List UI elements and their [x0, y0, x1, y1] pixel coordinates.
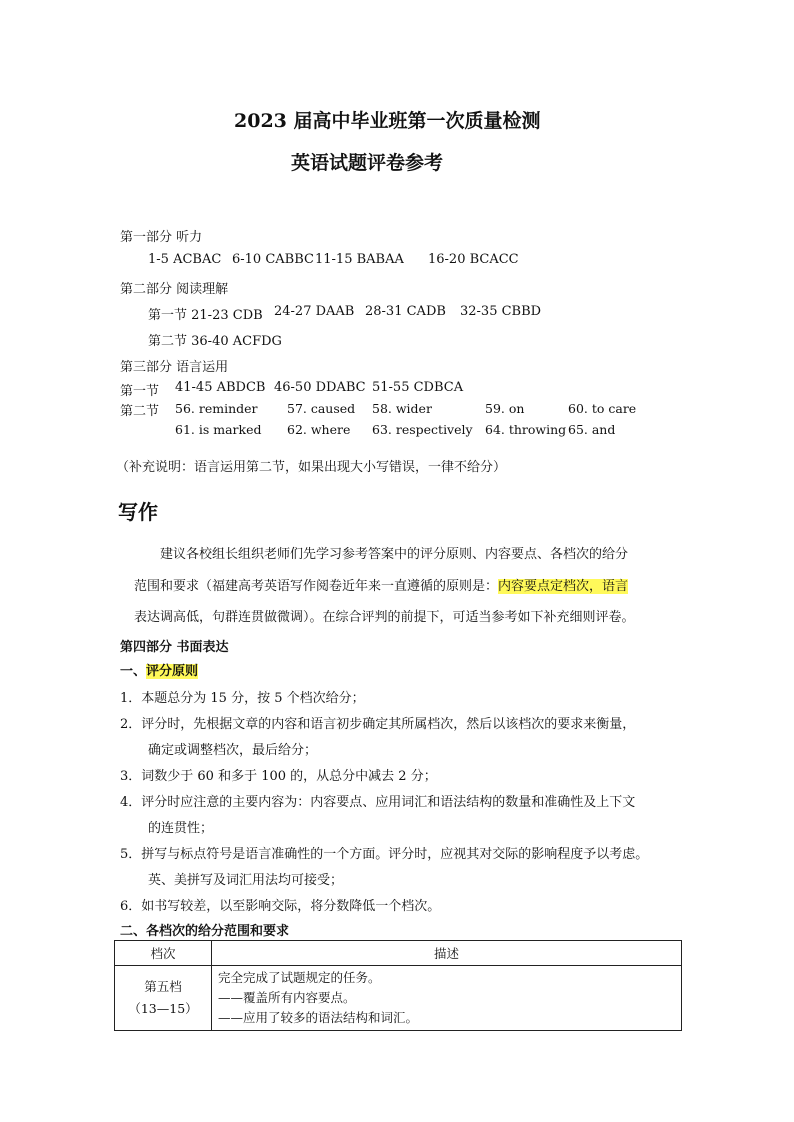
section1-highlight: 评分原则 — [146, 664, 199, 679]
answer-62: 62. where — [287, 422, 351, 437]
answer-61: 61. is marked — [175, 422, 262, 437]
table-header-level: 档次 — [115, 941, 212, 966]
rule-4-cont: 的连贯性； — [148, 821, 214, 836]
supplementary-note: （补充说明：语言运用第二节，如果出现大小写错误，一律不给分） — [116, 460, 507, 475]
answer-24-27: 24-27 DAAB — [274, 304, 355, 319]
answer-60: 60. to care — [568, 401, 637, 416]
rule-5: 5．拼写与标点符号是语言准确性的一个方面。评分时，应视其对交际的影响程度予以考虑。 — [120, 847, 649, 862]
rule-3: 3．词数少于 60 和多于 100 的，从总分中减去 2 分； — [120, 769, 437, 784]
table-row — [115, 966, 682, 1031]
writing-intro-line1: 建议各校组长组织老师们先学习参考答案中的评分原则、内容要点、各档次的给分 — [160, 547, 629, 562]
writing-intro-highlight: 内容要点定档次，语言 — [498, 579, 629, 594]
answer-21-23: 第一节 21-23 CDB — [148, 308, 263, 323]
answer-1-5: 1-5 ACBAC — [148, 252, 222, 267]
writing-intro-line2-text: 范围和要求（福建高考英语写作阅卷近年来一直遵循的原则是： — [134, 579, 499, 594]
answer-65: 65. and — [568, 422, 616, 437]
level-range: （13—15） — [128, 1001, 198, 1016]
grading-table — [114, 940, 682, 1031]
answer-28-31: 28-31 CADB — [365, 304, 446, 319]
rule-5-cont: 英、美拼写及词汇用法均可接受； — [148, 873, 344, 888]
section1-heading — [120, 660, 198, 679]
doc-title: 2023 届高中毕业班第一次质量检测 — [234, 110, 541, 132]
table-cell-level — [115, 966, 212, 1031]
section1-prefix: 一、 — [120, 664, 147, 679]
rule-2-cont: 确定或调整档次，最后给分； — [148, 743, 318, 758]
answer-36-40: 第二节 36-40 ACFDG — [148, 334, 282, 349]
writing-intro-line3: 表达调高低，句群连贯做微调）。在综合评判的前提下，可适当参考如下补充细则评卷。 — [134, 610, 635, 625]
level-name: 第五档 — [144, 979, 182, 994]
section2-heading: 二、各档次的给分范围和要求 — [120, 924, 290, 939]
rule-4: 4．评分时应注意的主要内容为：内容要点、应用词汇和语法结构的数量和准确性及上下文 — [120, 795, 636, 810]
desc-line-3: ——应用了较多的语法结构和词汇。 — [218, 1010, 419, 1025]
desc-line-1: 完全完成了试题规定的任务。 — [218, 970, 381, 985]
part1-label: 第一部分 听力 — [120, 230, 203, 245]
part4-label: 第四部分 书面表达 — [120, 640, 229, 655]
answer-51-55: 51-55 CDBCA — [372, 380, 464, 395]
answer-16-20: 16-20 BCACC — [428, 252, 519, 267]
part3-sec1-label: 第一节 — [120, 384, 160, 399]
answer-59: 59. on — [485, 401, 525, 416]
writing-intro-line2 — [134, 575, 628, 594]
table-header-row — [115, 941, 682, 966]
desc-line-2: ——覆盖所有内容要点。 — [218, 990, 356, 1005]
answer-46-50: 46-50 DDABC — [274, 380, 366, 395]
answer-56: 56. reminder — [175, 401, 258, 416]
rule-1: 1．本题总分为 15 分，按 5 个档次给分； — [120, 691, 365, 706]
rule-6: 6．如书写较差，以至影响交际，将分数降低一个档次。 — [120, 899, 441, 914]
part3-label: 第三部分 语言运用 — [120, 360, 229, 375]
answer-6-10: 6-10 CABBC — [232, 252, 314, 267]
rule-2: 2．评分时，先根据文章的内容和语言初步确定其所属档次，然后以该档次的要求来衡量， — [120, 717, 636, 732]
part3-sec2-label: 第二节 — [120, 404, 160, 419]
answer-32-35: 32-35 CBBD — [460, 304, 542, 319]
answer-41-45: 41-45 ABDCB — [175, 380, 266, 395]
answer-57: 57. caused — [287, 401, 356, 416]
table-cell-desc — [212, 966, 682, 1031]
answer-64: 64. throwing — [485, 422, 567, 437]
answer-58: 58. wider — [372, 401, 432, 416]
writing-heading: 写作 — [118, 500, 158, 524]
table-header-desc: 描述 — [212, 941, 682, 966]
answer-63: 63. respectively — [372, 422, 473, 437]
doc-subtitle: 英语试题评卷参考 — [291, 152, 444, 174]
answer-11-15: 11-15 BABAA — [315, 252, 404, 267]
part2-label: 第二部分 阅读理解 — [120, 282, 229, 297]
